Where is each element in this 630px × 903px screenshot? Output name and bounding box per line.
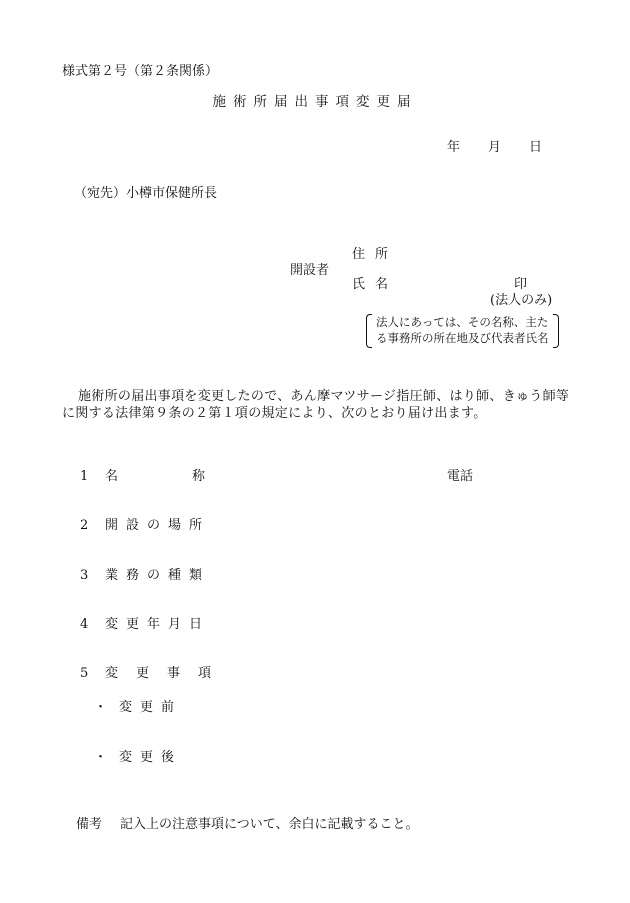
item-label-location: 開設の場所: [105, 518, 211, 533]
item-label-part: 名: [105, 469, 119, 484]
item-label-name: [105, 469, 206, 485]
sub-item-after: 変更後: [119, 750, 183, 765]
item-label-part: 称: [192, 469, 206, 484]
sub-item-before: 変更前: [119, 700, 183, 715]
corporation-note: [366, 314, 559, 346]
corporation-note-line-1: 法人にあっては、その名称、主た: [376, 315, 549, 329]
corporation-note-line-2: る事務所の所在地及び代表者氏名: [376, 331, 549, 345]
document-title: 施術所届出事項変更届: [212, 94, 418, 110]
bullet: ・: [94, 700, 108, 715]
remarks-text: 記入上の注意事項について、余白に記載すること。: [120, 817, 419, 832]
addressee: （宛先）小樽市保健所長: [74, 186, 218, 201]
item-number: 1: [80, 469, 89, 484]
item-number: 4: [80, 617, 89, 632]
address-label: 住所: [352, 247, 399, 262]
corp-only-note: (法人のみ): [490, 293, 553, 308]
seal-mark: 印: [514, 277, 528, 292]
bullet: ・: [94, 750, 108, 765]
date-day: 日: [529, 140, 543, 155]
form-number: 様式第２号（第２条関係）: [62, 64, 219, 79]
date-line: [447, 140, 542, 156]
item-label-changes: 変更事項: [105, 666, 230, 681]
date-month: 月: [488, 140, 502, 155]
name-label: 氏名: [352, 277, 399, 292]
item-number: 2: [80, 518, 89, 533]
applicant-label: 開設者: [290, 263, 330, 278]
item-number: 5: [80, 666, 89, 681]
telephone-label: 電話: [447, 469, 474, 484]
date-year: 年: [447, 140, 461, 155]
remarks-label: 備考: [76, 817, 103, 832]
body-paragraph: 施術所の届出事項を変更したので、あん摩マツサージ指圧師、はり師、きゅう師等に関する法律第９条の２第１項の規定により、次のとおり届け出ます。: [62, 389, 570, 421]
item-label-change-date: 変更年月日: [105, 617, 211, 632]
item-label-business-type: 業務の種類: [105, 568, 211, 583]
item-number: 3: [80, 568, 89, 583]
